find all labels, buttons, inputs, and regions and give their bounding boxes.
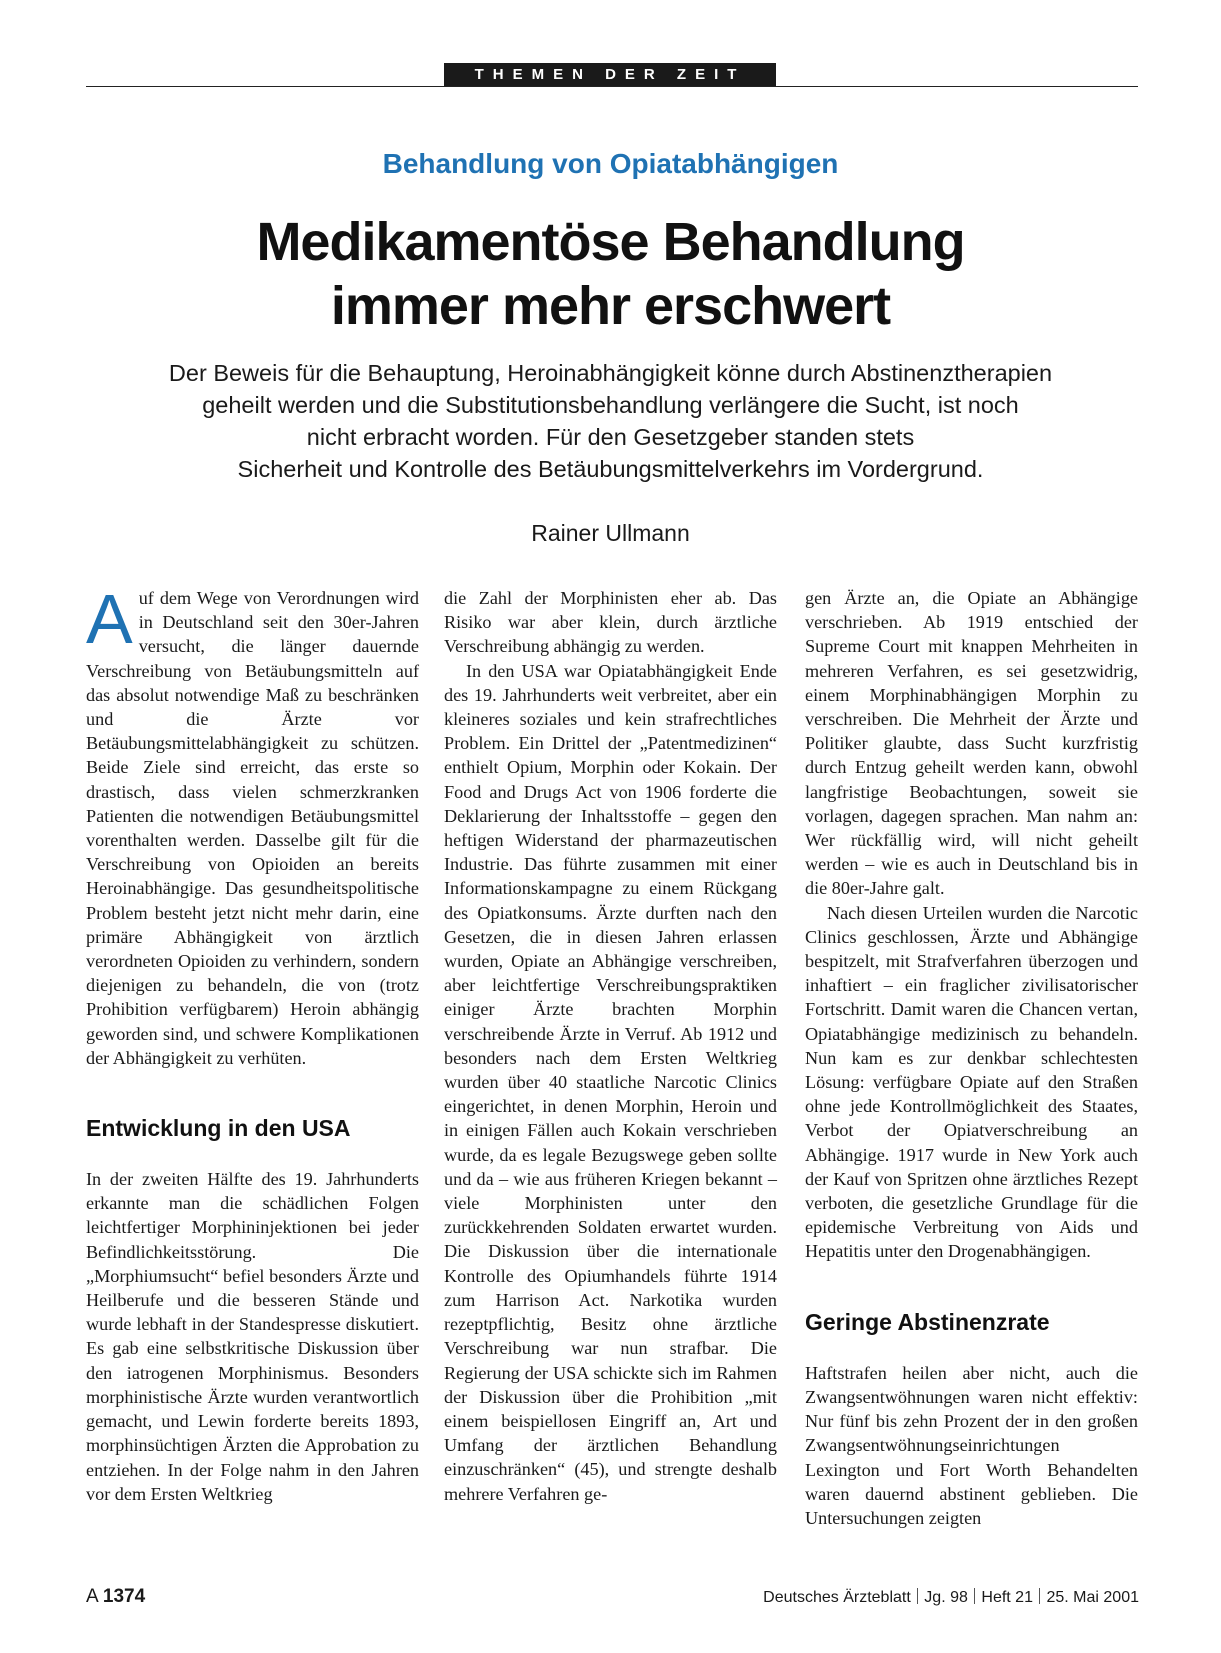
lead-line: Der Beweis für die Behauptung, Heroinabhängigkeit könne durch Abstinenztherapien [168,360,1053,386]
body-paragraph: die Zahl der Morphinisten eher ab. Das Risiko war aber klein, durch ärztliche Verschreibung abhängig zu werden. [444,588,777,657]
article-headline [0,210,1221,338]
journal-issue: Heft 21 [981,1589,1033,1606]
header-rule [86,86,1138,87]
citation-divider [917,1588,919,1604]
page-number-value: 1374 [102,1586,146,1607]
headline-line: Medikamentöse Behandlung [256,212,965,272]
body-paragraph: In den USA war Opiatabhängigkeit Ende des 19. Jahrhunderts weit verbreitet, aber ein kleineres soziales und kein strafrechtliches Problem. Ein Drittel der „Patentmedizinen“ enthielt Opium, Morphin oder Kokain. Der Food and Drugs Act von 1906 forderte die Deklarierung der Inhaltsstoffe – gegen den heftigen Widerstand der pharmazeutischen Industrie. Das führte zusammen mit einer Informationskampagne zu einem Rückgang des Opiatkonsums. Ärzte durften nach den Gesetzen, die in diesen Jahren erlassen wurden, Opiate an Abhängige verschreiben, aber leichtfertige Verschreibungspraktiken einiger Ärzte brachten Morphin verschreibende Ärzte in Verruf. Ab 1912 und besonders nach dem Ersten Weltkrieg wurden über 40 staatliche Narcotic Clinics eingerichtet, in denen Morphin, Heroin und in einigen Fällen auch Kokain verschrieben wurde, da es legale Bezugswege geben sollte und da – wie aus früheren Kriegen bekannt – viele Morphinisten unter den zurückkehrenden Soldaten erwartet wurden. Die Diskussion über die internationale Kontrolle des Opiumhandels führte 1914 zum Harrison Act. Narkotika wurden rezeptpflichtig, Besitz ohne ärztliche Verschreibung war nun strafbar. Die Regierung der USA schickte sich im Rahmen der Diskussion über die Prohibition „mit einem beispiellosen Eingriff an, Art und Umfang der ärztlichen Behandlung einzuschränken“ (45), und strengte deshalb mehrere Verfahren ge- [444,660,777,1504]
text-column-1 [86,580,419,1506]
journal-citation [763,1588,1139,1607]
text-column-2 [444,586,777,1506]
article-kicker: Behandlung von Opiatabhängigen [382,148,839,179]
headline-line: immer mehr erschwert [330,276,891,336]
body-paragraph: Haftstrafen heilen aber nicht, auch die Zwangsentwöhnungen waren nicht effektiv: Nur fünf bis zehn Prozent der in den großen Zwangsentwöhnungseinrichtungen Lexington und Fort Worth Behandelten waren dauernd abstinent geblieben. Die Untersuchungen zeigten [805,1362,1138,1528]
lead-line: Sicherheit und Kontrolle des Betäubungsmittelverkehrs im Vordergrund. [237,456,984,482]
section-subheading: Geringe Abstinenzrate [805,1308,1050,1335]
paragraph-text: uf dem Wege von Verordnungen wird in Deutschland seit den 30er-Jahren versucht, die länger dauernde Verschreibung von Betäubungsmitteln auf das absolut notwendige Maß zu beschränken und die Ärzte vor Betäubungsmittelabhängigkeit zu schützen. Beide Ziele sind erreicht, das erste so drastisch, dass vielen schmerzkranken Patienten die notwendigen Betäubungsmittel vorenthalten werden. Dasselbe gilt für die Verschreibung von Opioiden an bereits Heroinabhängige. Das gesundheitspolitische Problem besteht jetzt nicht mehr darin, eine primäre Abhängigkeit von ärztlich verordneten Opioiden zu verhindern, sondern diejenigen zu behandeln, die von (trotz Prohibition verfügbarem) Heroin abhängig geworden sind, und schwere Komplikationen der Abhängigkeit zu verhüten. [86,588,419,1068]
body-paragraph: Nach diesen Urteilen wurden die Narcotic Clinics geschlossen, Ärzte und Abhängige bespitzelt, mit Strafverfahren überzogen und inhaftiert – ein fraglicher zivilisatorischer Fortschritt. Damit waren die Chancen vertan, Opiatabhängige medizinisch zu behandeln. Nun kam es zur denkbar schlechtesten Lösung: verfügbare Opiate auf den Straßen ohne jede Kontrollmöglichkeit des Staates, Verbot der Opiatverschreibung an Abhängige. 1917 wurde in New York auch der Kauf von Spritzen ohne ärztliches Rezept verboten, die gesetzliche Grundlage für die epidemische Verbreitung von Aids und Hepatitis unter den Drogenabhängigen. [805,902,1138,1262]
body-paragraph: gen Ärzte an, die Opiate an Abhängige verschrieben. Ab 1919 entschied der Supreme Court mit knappen Mehrheiten in mehreren Verfahren, es sei gesetzwidrig, einem Morphinabhängigen Morphin zu verschreiben. Die Mehrheit der Ärzte und Politiker glaubte, dass Sucht kurzfristig durch Entzug geheilt werden kann, obwohl langfristige Beobachtungen, soweit sie vorlagen, dagegen sprachen. Man nahm an: Wer rückfällig wird, will nicht geheilt werden – wie es auch in Deutschland bis in die 80er-Jahre galt. [805,588,1138,899]
citation-divider [1039,1588,1041,1604]
body-paragraph: In der zweiten Hälfte des 19. Jahrhunderts erkannte man die schädlichen Folgen leichtfertiger Morphininjektionen bei jeder Befindlichkeitsstörung. Die „Morphiumsucht“ befiel besonders Ärzte und Heilberufe und die besseren Stände und wurde lebhaft in der Standespresse diskutiert. Es gab eine selbstkritische Diskussion über den iatrogenen Morphinismus. Besonders morphinistische Ärzte wurden verantwortlich gemacht, und Lewin forderte bereits 1893, morphinsüchtigen Ärzten die Approbation zu entziehen. In der Folge nahm in den Jahren vor dem Ersten Weltkrieg [86,1169,419,1504]
article-lead [0,357,1221,485]
text-column-3 [805,586,1138,1530]
lead-line: geheilt werden und die Substitutionsbehandlung verlängere die Sucht, ist noch [202,392,1019,418]
section-tag: THEMEN DER ZEIT [444,63,776,86]
article-author: Rainer Ullmann [531,520,690,546]
lead-line: nicht erbracht worden. Für den Gesetzgeber standen stets [306,424,915,450]
section-subheading: Entwicklung in den USA [86,1115,351,1142]
page-number [86,1586,145,1608]
journal-date: 25. Mai 2001 [1046,1589,1139,1606]
page-prefix: A [86,1586,98,1607]
drop-cap: A [86,580,133,658]
body-paragraph [86,580,419,1070]
citation-divider [974,1588,976,1604]
journal-name: Deutsches Ärzteblatt [763,1589,911,1606]
journal-volume: Jg. 98 [924,1589,968,1606]
